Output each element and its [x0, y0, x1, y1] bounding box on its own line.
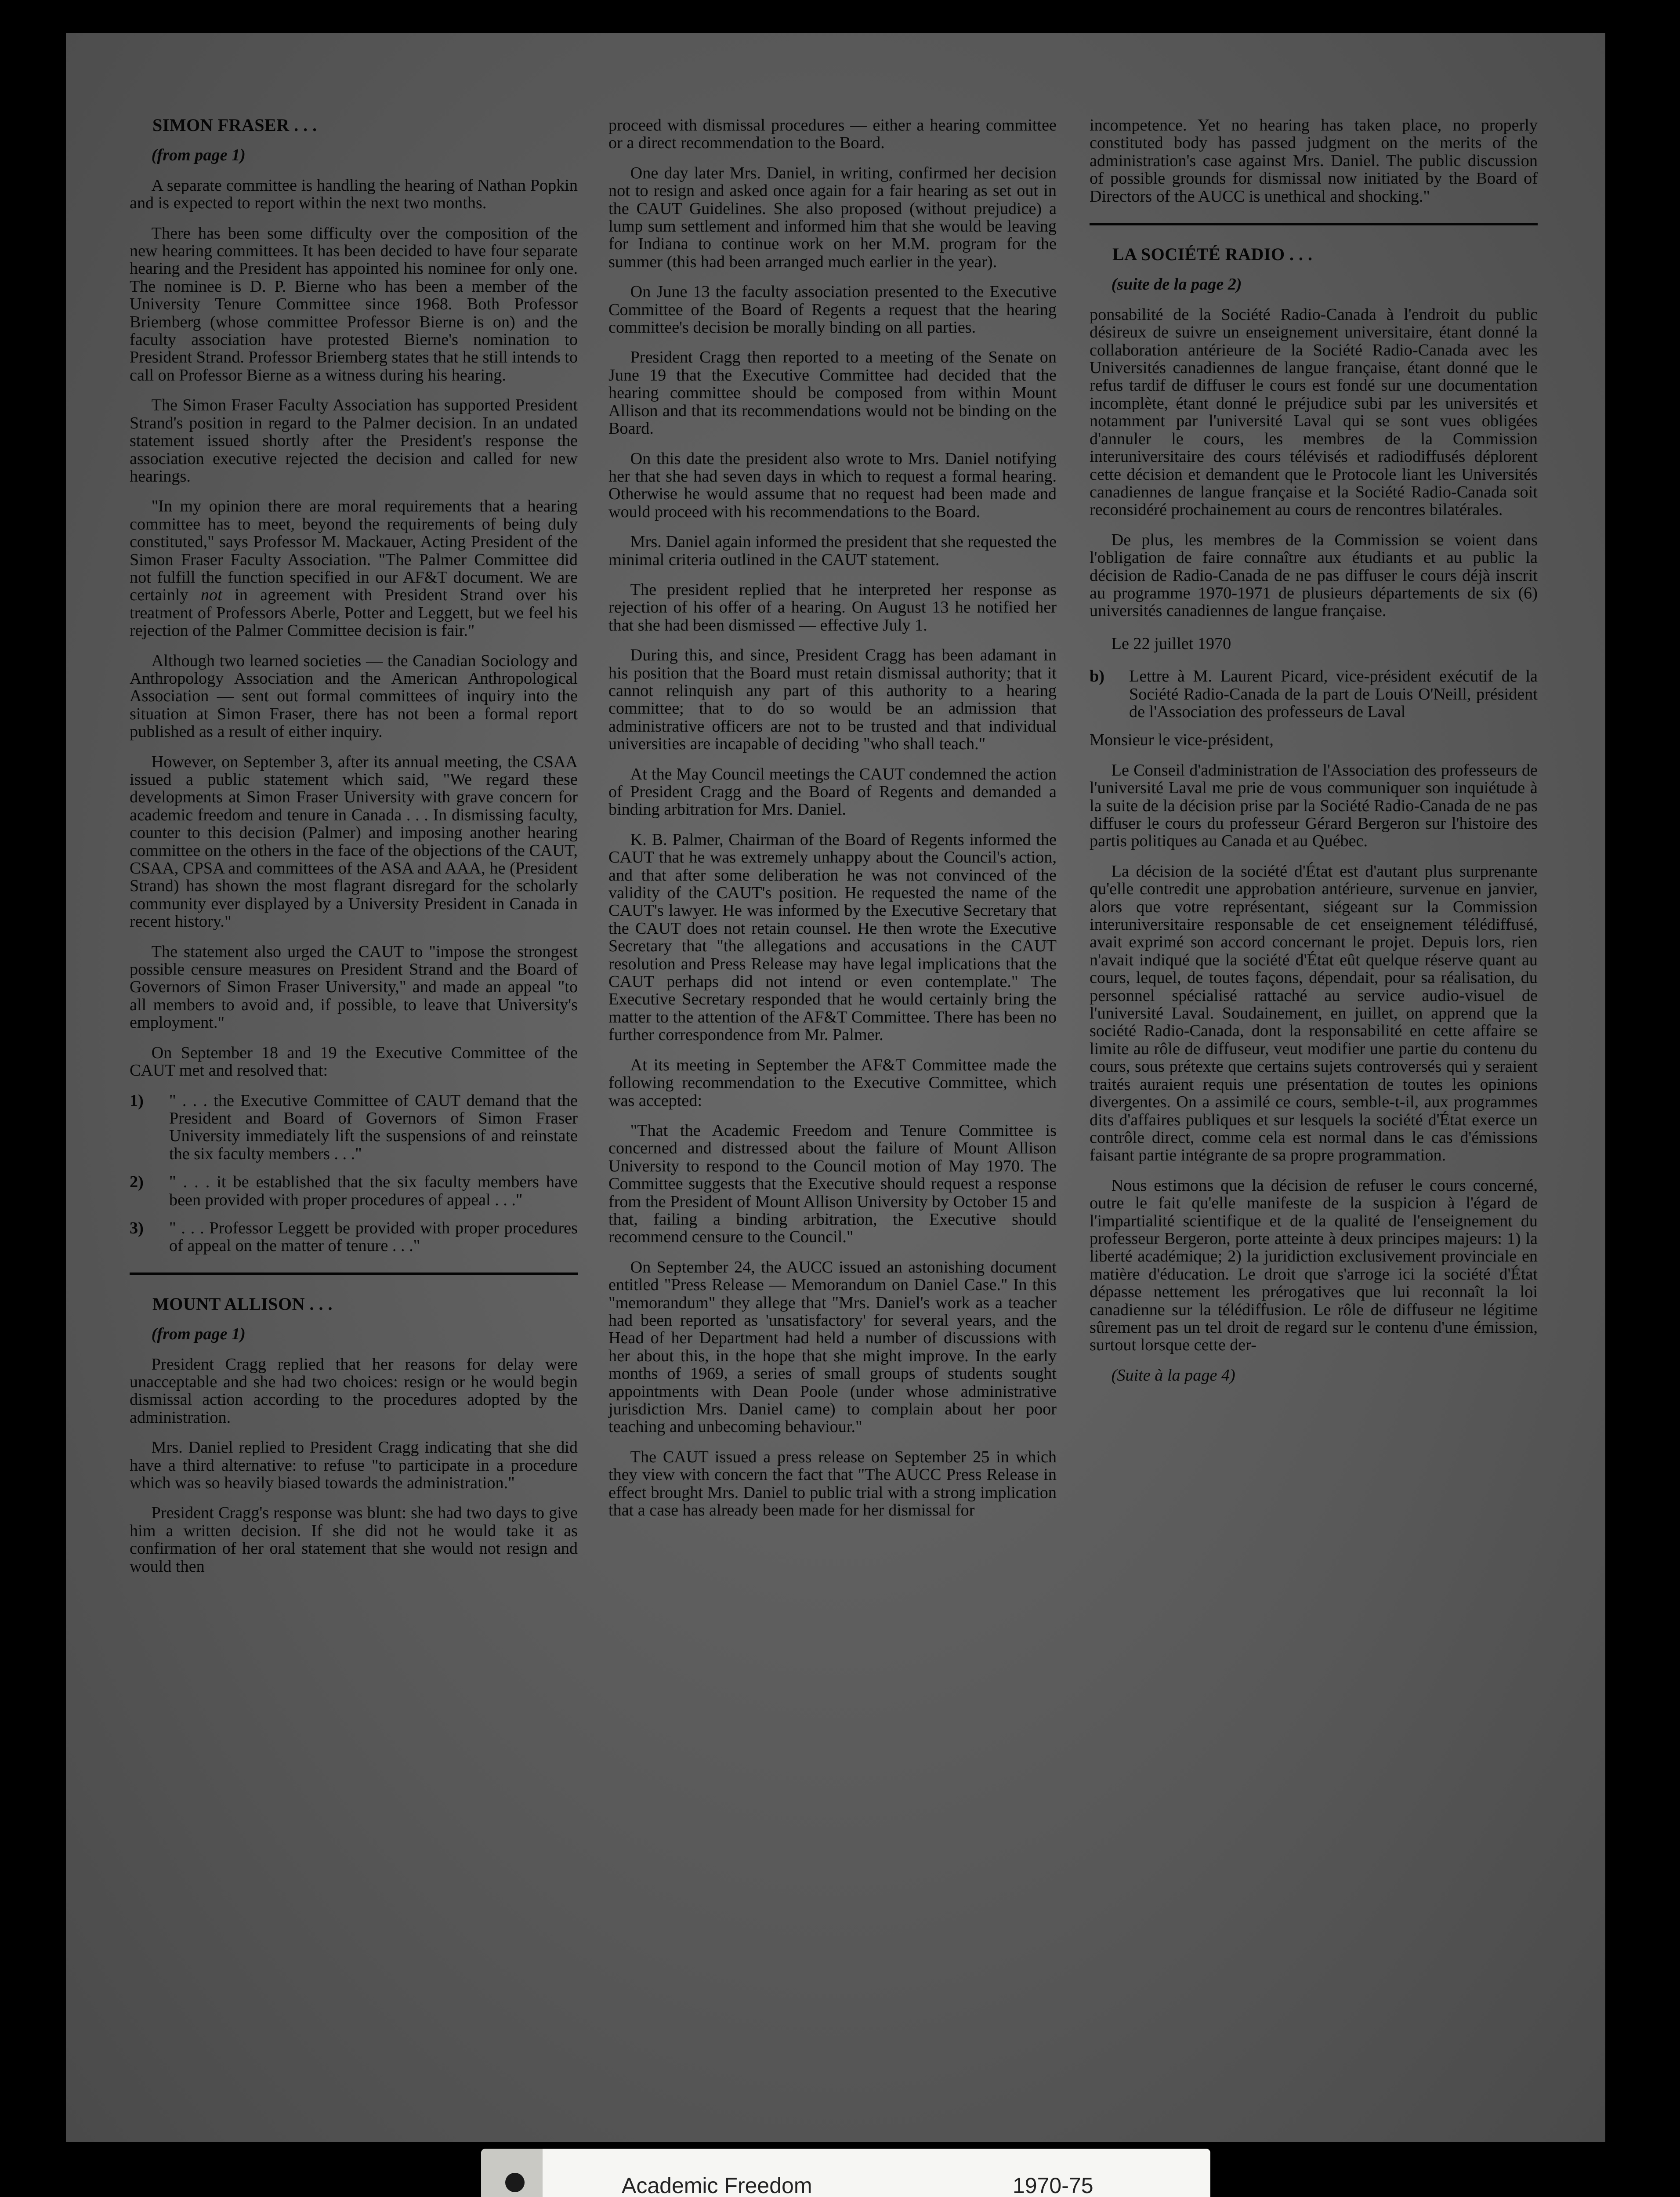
paragraph: However, on September 3, after its annual meeting, the CSAA issued a public statement which said, "We regard these developments at Simon Fraser University with grave concern for academic freedom and tenure in Canada . . . In dismissing faculty, counter to this decision (Palmer) and imposing another hearing committee on the others in the face of the objections of the CAUT, CSAA, CPSA and committees of the ASA and AAA, he (President Strand) has shown the most flagrant disregard for the scholarly community ever displayed by a University President in Canada in recent history."	[130, 752, 578, 931]
paragraph: At its meeting in September the AF&T Committee made the following recommendation to the Executive Committee, which was accepted:	[608, 1055, 1057, 1110]
section-heading-mount-allison: MOUNT ALLISON . . .	[152, 1294, 333, 1314]
resolution-list	[130, 1092, 578, 1255]
paragraph: During this, and since, President Cragg has been adamant in his position that the Board must retain dismissal authority; that it cannot relinquish any part of this authority to a hearing committee; that to do so would be an admission that administrative officers are not to be trusted and that individual universities are incapable of deciding "who shall teach."	[608, 646, 1057, 754]
paragraph: A separate committee is handling the hearing of Nathan Popkin and is expected to report within the next two months.	[130, 176, 578, 213]
paragraph: On this date the president also wrote to Mrs. Daniel notifying her that she had seven days in which to request a formal hearing. Otherwise he would assume that no request had been made and would proceed with his recommendations to the Board.	[608, 449, 1057, 521]
paragraph: Although two learned societies — the Canadian Sociology and Anthropology Association and the American Anthropological Association — sent out formal committees of inquiry into the situation at Simon Fraser, there has not been a formal report published as a result of either inquiry.	[130, 651, 578, 741]
paragraph: ponsabilité de la Société Radio-Canada à l'endroit du public désireux de suivre un enseignement universitaire, étant donné la collaboration antérieure de la Société Radio-Canada avec les Universités canadiennes de langue française, étant donné que le refus tardif de diffuser le cours est fondé sur une documentation incomplète, étant donné le préjudice subi par les universités et notamment par l'université Laval qui se sont vues obligées d'annuler le cours, les membres de la Commission interuniversitaire des cours télévisés et radiodiffusés déplorent cette décision et demandent que le Protocole liant les Universités canadiennes de langue française et la Société Radio-Canada soit reconsidéré prochainement au cours de rencontres bilatérales.	[1090, 305, 1538, 519]
label-years: 1970-75	[1013, 2173, 1093, 2197]
section-subheading: (suite de la page 2)	[1111, 275, 1242, 294]
label-title: Academic Freedom	[622, 2173, 812, 2197]
paragraph: The president replied that he interpreted her response as rejection of his offer of a hearing. On August 13 he notified her that she had been dismissed — effective July 1.	[608, 580, 1057, 634]
column-middle	[608, 116, 1057, 1531]
paragraph: President Cragg's response was blunt: she had two days to give him a written decision. If she did not he would take it as confirmation of her oral statement that she would not resign and would then	[130, 1504, 578, 1576]
list-item	[1090, 667, 1538, 721]
list-text: " . . . Professor Leggett be provided with proper procedures of appeal on the matter of tenure . . ."	[169, 1218, 578, 1255]
list-number: 2)	[130, 1173, 144, 1192]
paragraph: At the May Council meetings the CAUT condemned the action of President Cragg and the Board of Regents and demanded a binding arbitration for Mrs. Daniel.	[608, 765, 1057, 819]
letter-date: Le 22 juillet 1970	[1111, 634, 1231, 653]
paragraph: The statement also urged the CAUT to "impose the strongest possible censure measures on President Strand and the Board of Governors of Simon Fraser University," and made an appeal "to all members to avoid and, if possible, to leave that University's employment."	[130, 942, 578, 1032]
list-number: b)	[1090, 667, 1104, 686]
paragraph: K. B. Palmer, Chairman of the Board of Regents informed the CAUT that he was extremely unhappy about the Council's action, and that after some deliberation he was not convinced of the validity of the CAUT's position. He requested the name of the CAUT's lawyer. He was informed by the Executive Secretary that the CAUT does not retain counsel. He then wrote the Executive Secretary that "the allegations and accusations in the CAUT resolution and Press Release may have legal implications that the CAUT perhaps did not intend or even contemplate." The Executive Secretary responded that he would certainly bring the matter to the attention of the AF&T Committee. There has been no further correspondence from Mr. Palmer.	[608, 830, 1057, 1044]
archive-label	[481, 2149, 1210, 2197]
punch-hole-icon	[505, 2173, 525, 2192]
column-left	[130, 116, 578, 1588]
list-text: " . . . it be established that the six faculty members have been provided with proper procedures of appeal . . ."	[169, 1173, 578, 1209]
salutation: Monsieur le vice-président,	[1090, 731, 1274, 750]
paragraph-quote: "That the Academic Freedom and Tenure Committee is concerned and distressed about the failure of Mount Allison University to respond to the Council motion of May 1970. The Committee suggests that the Executive should request a response from the President of Mount Allison University by October 15 and that, failing a binding arbitration, the Executive should recommend censure to the Council."	[608, 1121, 1057, 1247]
paragraph: There has been some difficulty over the composition of the new hearing committees. It has been decided to have four separate hearing and the President has appointed his nominee for only one. The nominee is D. P. Bierne who has been a member of the University Tenure Committee since 1968. Both Professor Briemberg (whose committee Professor Bierne is on) and the faculty association have protested Bierne's nomination to President Strand. Professor Briemberg states that he still intends to call on Professor Bierne as a witness during his hearing.	[130, 224, 578, 384]
paragraph: La décision de la société d'État est d'autant plus surprenante qu'elle contredit une approbation antérieure, survenue en janvier, alors que votre représentant, siégeant sur la Commission interuniversitaire responsable de cet enseignement télédiffusé, avait exprimé son accord concernant le projet. Depuis lors, rien n'avait indiqué que la société d'État eût quelque réserve quant au cours, lequel, de toutes façons, dépendait, pour sa réalisation, du personnel spécialisé rattaché au service audio-visuel de l'université Laval. Soudainement, en juillet, on apprend que la société Radio-Canada, dont la responsabilité en cette affaire se limite au rôle de diffuseur, veut modifier une partie du contenu du cours, sous prétexte que certains sujets controversés qui y seraient traités auraient requis une présentation de toutes les opinions divergentes. On a assimilé ce cours, semble-t-il, aux programmes dits d'affaires publiques et sur lesquels la société d'État exerce un contrôle direct, comme cela est normal dans le cas d'émissions faisant partie intégrante de sa propre programmation.	[1090, 862, 1538, 1165]
section-heading-societe-radio: LA SOCIÉTÉ RADIO . . .	[1112, 244, 1313, 265]
section-heading-simon-fraser: SIMON FRASER . . .	[152, 115, 317, 135]
paragraph: proceed with dismissal procedures — either a hearing committee or a direct recommendation to the Board.	[608, 116, 1057, 152]
paragraph: The CAUT issued a press release on September 25 in which they view with concern the fact that "The AUCC Press Release in effect brought Mrs. Daniel to public trial with a strong implication that a case has already been made for her dismissal for	[608, 1447, 1057, 1520]
paragraph: On September 18 and 19 the Executive Committee of the CAUT met and resolved that:	[130, 1043, 578, 1080]
paragraph: The Simon Fraser Faculty Association has supported President Strand's position in regard to the Palmer decision. In an undated statement issued shortly after the President's response the association executive rejected the decision and called for new hearings.	[130, 396, 578, 486]
list-text: Lettre à M. Laurent Picard, vice-président exécutif de la Société Radio-Canada de la part de Louis O'Neill, président de l'Association des professeurs de Laval	[1129, 667, 1538, 721]
continued-note: (Suite à la page 4)	[1111, 1366, 1235, 1385]
paragraph: De plus, les membres de la Commission se voient dans l'obligation de faire connaître aux étudiants et au public la décision de Radio-Canada de ne pas diffuser le cours déjà inscrit au programme 1970-1971 de plusieurs départements de six (6) universités canadiennes de langue française.	[1090, 530, 1538, 620]
list-item	[130, 1219, 578, 1255]
list-number: 1)	[130, 1091, 144, 1110]
paragraph-part: in agreement with President Strand over his treatment of Professors Aberle, Potter and Leggett, but we feel his rejection of the Palmer Committee decision is fair."	[130, 586, 578, 640]
paragraph: Nous estimons que la décision de refuser le cours concerné, outre le fait qu'elle manifeste de la suspicion à l'égard de l'impartialité scientifique et de la qualité de l'enseignement du professeur Bergeron, porte atteinte à deux principes majeurs: 1) la liberté académique; 2) la juridiction exclusivement provinciale en matière d'éducation. Le droit que s'arroge ici la société d'État dépasse nettement les prérogatives que lui reconnaît la loi canadienne sur la télédiffusion. Le rôle de diffuseur ne légitime sûrement pas un tel droit de regard sur le contenu d'une émission, surtout lorsque cette der-	[1090, 1176, 1538, 1355]
paragraph: Mrs. Daniel again informed the president that she requested the minimal criteria outlined in the CAUT statement.	[608, 533, 1057, 569]
paragraph: On June 13 the faculty association presented to the Executive Committee of the Board of Regents a request that the hearing committee's decision be morally binding on all parties.	[608, 283, 1057, 337]
emphasis: not	[200, 586, 222, 605]
newspaper-page	[66, 33, 1605, 2142]
paragraph: President Cragg replied that her reasons for delay were unacceptable and she had two choices: resign or he would begin dismissal action according to the procedures adopted by the administration.	[130, 1355, 578, 1427]
list-item	[130, 1092, 578, 1163]
paragraph-part: "In my opinion there are moral requirements that a hearing committee has to meet, beyond the requirements of being duly constituted," says Professor M. Mackauer, Acting President of the Simon Fraser Faculty Association. "The Palmer Committee did not fulfill the function specified in our AF&T document. We are certainly	[130, 497, 578, 605]
list-number: 3)	[130, 1218, 144, 1237]
paragraph: Mrs. Daniel replied to President Cragg indicating that she did have a third alternative: to refuse "to participate in a procedure which was so heavily biased towards the administration."	[130, 1438, 578, 1492]
column-right	[1090, 116, 1538, 1396]
list-item	[130, 1173, 578, 1209]
paragraph: On September 24, the AUCC issued an astonishing document entitled "Press Release — Memorandum on Daniel Case." In this "memorandum" they allege that "Mrs. Daniel's work as a teacher had been reported as 'unsatisfactory' for several years, and the Head of her Department had held a number of discussions with her about this, in the hope that she might improve. In the early months of 1969, a series of small groups of students sought appointments with Dean Poole (under whose administrative jurisdiction Mrs. Daniel came) to complain about her poor teaching and unbecoming behaviour."	[608, 1258, 1057, 1436]
letter-heading	[1090, 667, 1538, 721]
paragraph-quote	[130, 497, 578, 639]
label-hole-strip	[481, 2149, 543, 2197]
paragraph: President Cragg then reported to a meeting of the Senate on June 19 that the Executive Committee had decided that the hearing committee should be composed from within Mount Allison and that its recommendations would not be binding on the Board.	[608, 348, 1057, 438]
section-subheading: (from page 1)	[151, 146, 246, 165]
list-text: " . . . the Executive Committee of CAUT demand that the President and Board of Governors of Simon Fraser University immediately lift the suspensions of and reinstate the six faculty members . . ."	[169, 1091, 578, 1163]
section-divider	[1090, 223, 1538, 225]
paragraph: Le Conseil d'administration de l'Association des professeurs de l'université Laval me prie de vous communiquer son inquiétude à la suite de la décision prise par la Société Radio-Canada de ne pas diffuser le cours du professeur Gérard Bergeron sur l'histoire des partis politiques au Canada et au Québec.	[1090, 761, 1538, 851]
paragraph: incompetence. Yet no hearing has taken place, no properly constituted body has passed judgment on the merits of the administration's case against Mrs. Daniel. The public discussion of possible grounds for dismissal now initiated by the Board of Directors of the AUCC is unethical and shocking."	[1090, 116, 1538, 206]
paragraph: One day later Mrs. Daniel, in writing, confirmed her decision not to resign and asked once again for a fair hearing as set out in the CAUT Guidelines. She also proposed (without prejudice) a lump sum settlement and informed him that she would be leaving for Indiana to continue work on her M.M. program for the summer (this had been arranged much earlier in the year).	[608, 163, 1057, 271]
section-subheading: (from page 1)	[151, 1325, 246, 1344]
section-divider	[130, 1273, 578, 1275]
